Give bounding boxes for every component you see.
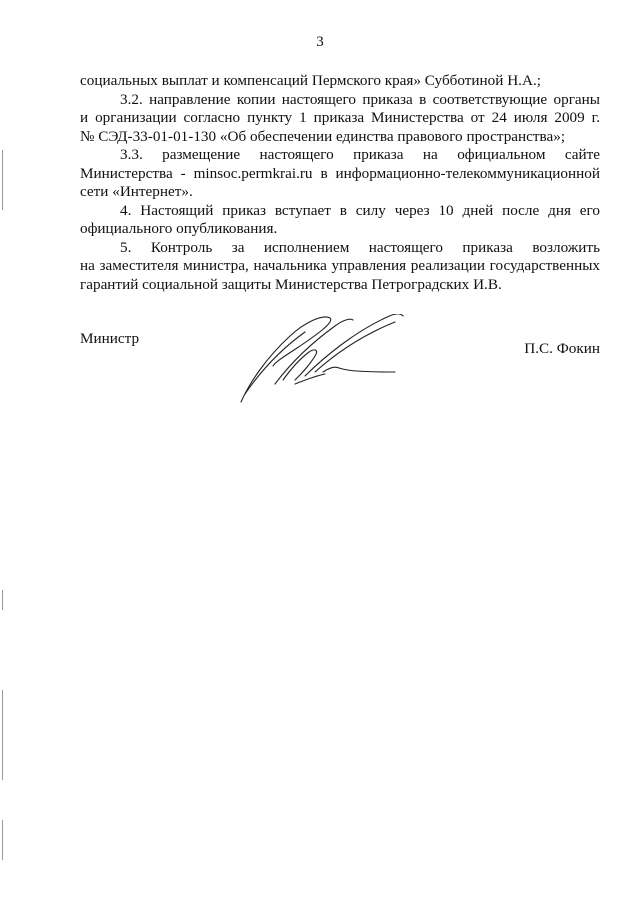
handwritten-signature (235, 314, 415, 404)
text-line: 4. Настоящий приказ вступает в силу через 10 дней после дня его (120, 201, 600, 219)
text-line: и организации согласно пункту 1 приказа Министерства от 24 июля 2009 г. (80, 109, 600, 126)
text-line: официального опубликования. (80, 220, 278, 237)
scan-edge-mark (2, 150, 3, 210)
scan-edge-mark (2, 590, 3, 610)
paragraph-3-2 (80, 91, 600, 147)
text-line: социальных выплат и компенсаций Пермского края» Субботиной Н.А.; (80, 72, 541, 89)
scan-edge-mark (2, 690, 3, 780)
signatory-name: П.С. Фокин (524, 340, 600, 357)
text-line: № СЭД-33-01-01-130 «Об обеспечении единства правового пространства»; (80, 127, 566, 145)
text-line: сети «Интернет». (80, 183, 193, 200)
paragraph-continuation (80, 72, 600, 91)
text-line: на заместителя министра, начальника управления реализации государственных (80, 257, 600, 274)
document-body (80, 72, 600, 294)
text-line: 5. Контроль за исполнением настоящего приказа возложить (120, 238, 600, 256)
signature-block (80, 330, 600, 430)
text-line: 3.3. размещение настоящего приказа на официальном сайте (120, 146, 600, 163)
signatory-position: Министр (80, 330, 140, 347)
text-line: гарантий социальной защиты Министерства Петроградских И.В. (80, 275, 502, 293)
scan-edge-mark (2, 820, 3, 860)
paragraph-3-3 (80, 146, 600, 202)
paragraph-5 (80, 239, 600, 295)
paragraph-4 (80, 202, 600, 239)
text-line: Министерства - minsoc.permkrai.ru в информационно-телекоммуникационной (80, 164, 600, 182)
text-line: 3.2. направление копии настоящего приказа в соответствующие органы (120, 90, 600, 108)
page-number: 3 (316, 34, 324, 50)
